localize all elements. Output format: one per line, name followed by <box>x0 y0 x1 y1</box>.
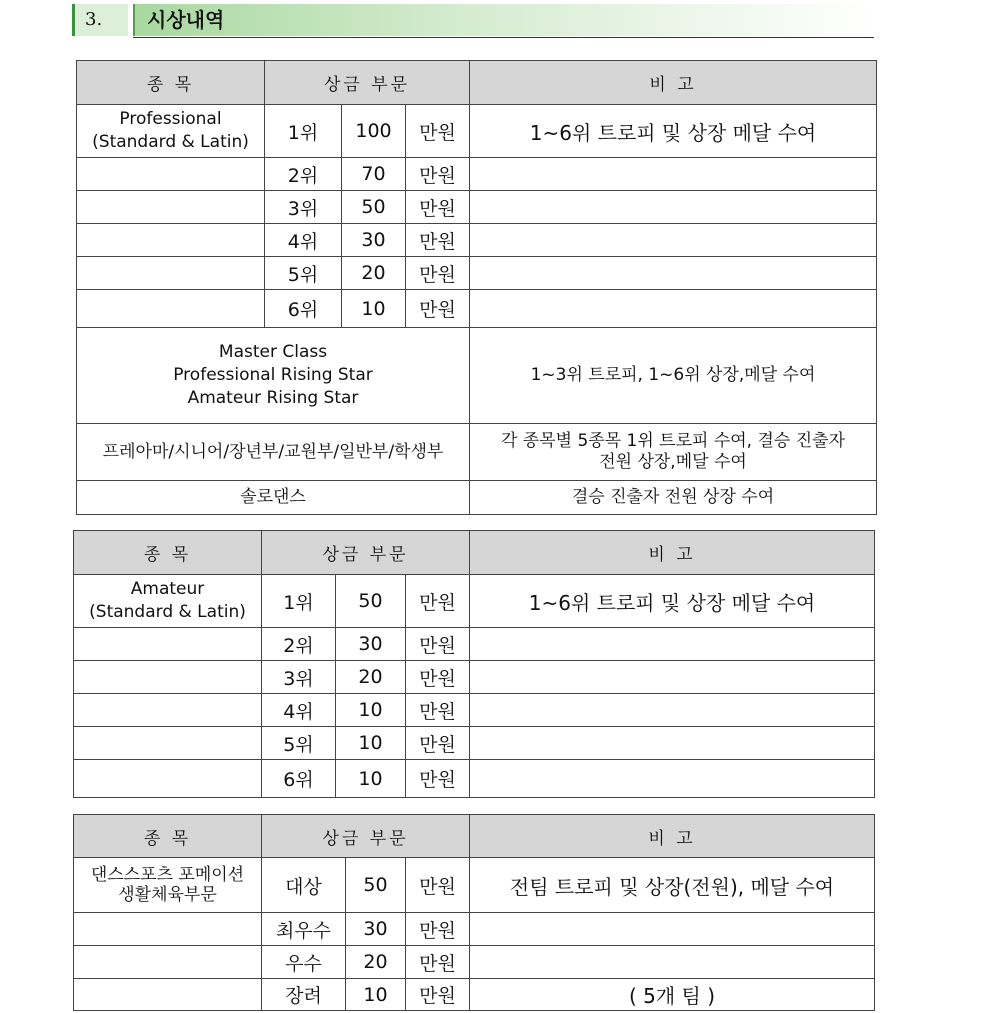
table-row <box>77 105 877 158</box>
unit-cell: 만원 <box>406 105 470 158</box>
note-cell <box>470 257 877 290</box>
unit-cell: 만원 <box>406 661 470 694</box>
rank-cell: 대상 <box>262 858 346 913</box>
table-row <box>77 158 877 191</box>
solo-category-cell: 솔로댄스 <box>77 481 470 515</box>
amount-cell: 100 <box>342 105 406 158</box>
table-row <box>77 191 877 224</box>
category-line: Professional <box>119 109 222 129</box>
rank-cell: 1위 <box>262 575 336 628</box>
note-cell <box>470 661 875 694</box>
unit-cell: 만원 <box>406 858 470 913</box>
amount-cell: 20 <box>342 257 406 290</box>
rank-cell: 2위 <box>265 158 342 191</box>
note-cell <box>470 628 875 661</box>
category-line: 댄스스포츠 포메이션 <box>90 865 245 885</box>
category-cell <box>74 694 262 727</box>
rank-cell: 6위 <box>262 760 336 798</box>
note-cell: ( 5개 팀 ) <box>470 979 875 1011</box>
table-row <box>74 858 875 913</box>
header-category: 종 목 <box>74 531 262 575</box>
header-prize: 상금 부문 <box>265 61 470 105</box>
note-cell <box>470 191 877 224</box>
table-row <box>74 628 875 661</box>
unit-cell: 만원 <box>406 979 470 1011</box>
amount-cell: 30 <box>346 913 406 946</box>
category-line: (Standard & Latin) <box>92 132 249 152</box>
table-row <box>74 913 875 946</box>
note-cell: 전팀 트로피 및 상장(전원), 메달 수여 <box>470 858 875 913</box>
table-row <box>74 694 875 727</box>
header-prize: 상금 부문 <box>262 815 470 858</box>
header-category: 종 목 <box>77 61 265 105</box>
unit-cell: 만원 <box>406 694 470 727</box>
table-row <box>74 661 875 694</box>
table-row <box>77 290 877 328</box>
rank-cell: 4위 <box>262 694 336 727</box>
category-line: 생활체육부문 <box>118 885 217 905</box>
unit-cell: 만원 <box>406 224 470 257</box>
header-note: 비 고 <box>470 815 875 858</box>
category-cell <box>74 946 262 979</box>
unit-cell: 만원 <box>406 946 470 979</box>
note-line: 전원 상장,메달 수여 <box>599 452 747 472</box>
category-cell <box>74 858 262 913</box>
table-row-master <box>77 328 877 424</box>
table-header-row <box>74 531 875 575</box>
note-cell <box>470 913 875 946</box>
note-cell <box>470 424 877 481</box>
unit-cell: 만원 <box>406 575 470 628</box>
amount-cell: 10 <box>346 979 406 1011</box>
note-line: 각 종목별 5종목 1위 트로피 수여, 결승 진출자 <box>500 431 846 451</box>
amount-cell: 30 <box>336 628 406 661</box>
category-line: Amateur <box>130 579 205 599</box>
amount-cell: 50 <box>346 858 406 913</box>
note-cell: 1~6위 트로피 및 상장 메달 수여 <box>470 105 877 158</box>
table-row <box>74 727 875 760</box>
table-row-solo <box>77 481 877 515</box>
table-row <box>77 224 877 257</box>
rank-cell: 3위 <box>265 191 342 224</box>
category-cell <box>74 628 262 661</box>
amount-cell: 10 <box>342 290 406 328</box>
unit-cell: 만원 <box>406 760 470 798</box>
section-title: 시상내역 <box>133 4 874 36</box>
rank-cell: 최우수 <box>262 913 346 946</box>
note-cell: 1~3위 트로피, 1~6위 상장,메달 수여 <box>470 328 877 424</box>
rank-cell: 2위 <box>262 628 336 661</box>
section-number: 3. <box>72 4 128 36</box>
amount-cell: 10 <box>336 727 406 760</box>
header-note: 비 고 <box>470 531 875 575</box>
header-note: 비 고 <box>470 61 877 105</box>
note-cell: 결승 진출자 전원 상장 수여 <box>470 481 877 515</box>
rank-cell: 6위 <box>265 290 342 328</box>
rank-cell: 4위 <box>265 224 342 257</box>
amount-cell: 20 <box>336 661 406 694</box>
note-cell <box>470 224 877 257</box>
category-cell <box>74 575 262 628</box>
note-cell <box>470 290 877 328</box>
table-header-row <box>74 815 875 858</box>
category-cell <box>77 105 265 158</box>
category-cell <box>77 224 265 257</box>
amount-cell: 20 <box>346 946 406 979</box>
rank-cell: 5위 <box>265 257 342 290</box>
header-category: 종 목 <box>74 815 262 858</box>
rank-cell: 우수 <box>262 946 346 979</box>
category-cell <box>77 290 265 328</box>
table-row <box>74 575 875 628</box>
amount-cell: 30 <box>342 224 406 257</box>
unit-cell: 만원 <box>406 628 470 661</box>
category-cell <box>77 191 265 224</box>
category-cell <box>74 727 262 760</box>
groups-category-cell: 프레아마/시니어/장년부/교원부/일반부/학생부 <box>77 424 470 481</box>
amount-cell: 10 <box>336 760 406 798</box>
table-header-row <box>77 61 877 105</box>
category-cell <box>74 913 262 946</box>
note-cell <box>470 158 877 191</box>
note-cell <box>470 694 875 727</box>
section-header <box>72 4 874 38</box>
amount-cell: 70 <box>342 158 406 191</box>
amateur-prize-table <box>73 530 875 798</box>
table-row <box>77 257 877 290</box>
unit-cell: 만원 <box>406 290 470 328</box>
unit-cell: 만원 <box>406 913 470 946</box>
table-row <box>74 946 875 979</box>
amount-cell: 50 <box>342 191 406 224</box>
table-row <box>74 979 875 1011</box>
rank-cell: 장려 <box>262 979 346 1011</box>
rank-cell: 3위 <box>262 661 336 694</box>
header-prize: 상금 부문 <box>262 531 470 575</box>
note-cell <box>470 760 875 798</box>
category-line: (Standard & Latin) <box>89 602 246 622</box>
category-cell <box>74 661 262 694</box>
note-cell: 1~6위 트로피 및 상장 메달 수여 <box>470 575 875 628</box>
formation-prize-table <box>73 814 875 1011</box>
amount-cell: 10 <box>336 694 406 727</box>
category-cell <box>77 158 265 191</box>
category-line: Amateur Rising Star <box>187 388 359 408</box>
note-cell <box>470 946 875 979</box>
unit-cell: 만원 <box>406 158 470 191</box>
note-cell <box>470 727 875 760</box>
category-cell <box>77 257 265 290</box>
amount-cell: 50 <box>336 575 406 628</box>
category-cell <box>74 760 262 798</box>
unit-cell: 만원 <box>406 257 470 290</box>
master-category-cell <box>77 328 470 424</box>
category-cell <box>74 979 262 1011</box>
rank-cell: 1위 <box>265 105 342 158</box>
category-line: Master Class <box>218 342 328 362</box>
table-row-groups <box>77 424 877 481</box>
professional-prize-table <box>76 60 877 515</box>
section-divider <box>133 37 874 38</box>
category-line: Professional Rising Star <box>173 365 373 385</box>
rank-cell: 5위 <box>262 727 336 760</box>
unit-cell: 만원 <box>406 727 470 760</box>
table-row <box>74 760 875 798</box>
unit-cell: 만원 <box>406 191 470 224</box>
